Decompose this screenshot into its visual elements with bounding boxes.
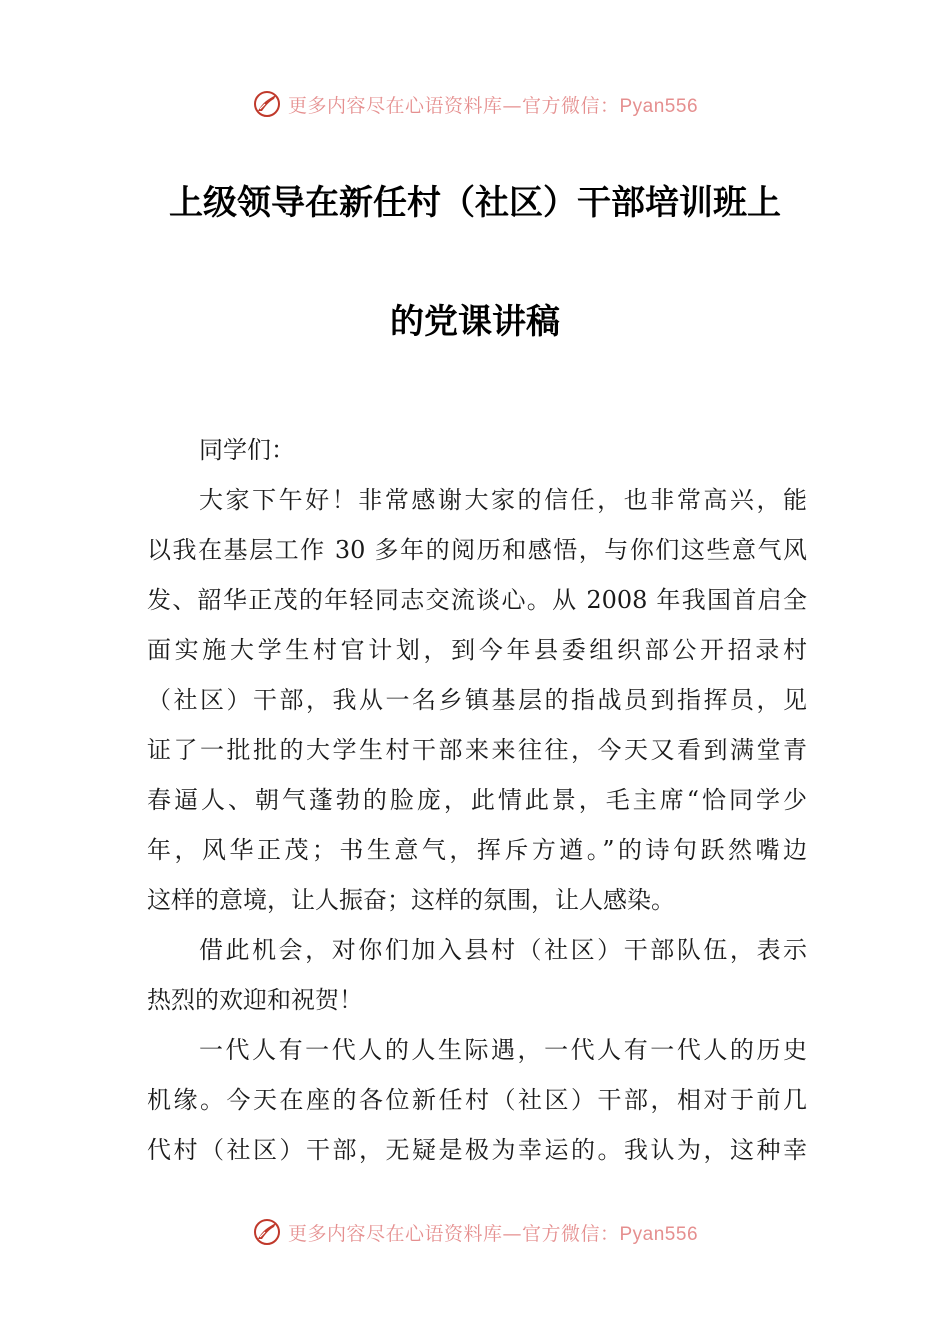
body-line: 大家下午好！非常感谢大家的信任，也非常高兴，能 [199, 486, 807, 514]
body-line: 代村（社区）干部，无疑是极为幸运的。我认为，这种幸 [147, 1136, 807, 1164]
pen-logo-icon [252, 1217, 282, 1247]
body-line: （社区）干部，我从一名乡镇基层的指战员到指挥员，见 [147, 686, 807, 714]
header-banner [0, 84, 950, 124]
body-line: 一代人有一代人的人生际遇，一代人有一代人的历史 [199, 1036, 807, 1064]
body-line: 这样的意境，让人振奋；这样的氛围，让人感染。 [147, 886, 675, 914]
body-line: 面实施大学生村官计划，到今年县委组织部公开招录村 [147, 636, 807, 664]
banner-text: 更多内容尽在心语资料库—官方微信：Pyan556 [287, 94, 699, 117]
salutation: 同学们： [199, 436, 295, 464]
body-line: 发、韶华正茂的年轻同志交流谈心。从 2008 年我国首启全 [147, 586, 807, 614]
body-line: 证了一批批的大学生村干部来来往往，今天又看到满堂青 [147, 736, 807, 764]
body-line: 机缘。今天在座的各位新任村（社区）干部，相对于前几 [147, 1086, 807, 1114]
speech-body [147, 425, 807, 1175]
page-title-line-2: 的党课讲稿 [390, 302, 560, 342]
body-line: 以我在基层工作 30 多年的阅历和感悟，与你们这些意气风 [147, 536, 807, 564]
body-line: 借此机会，对你们加入县村（社区）干部队伍，表示 [199, 936, 807, 964]
body-line: 热烈的欢迎和祝贺！ [147, 986, 363, 1014]
banner-text: 更多内容尽在心语资料库—官方微信：Pyan556 [287, 1222, 699, 1245]
pen-logo-icon [252, 89, 282, 119]
footer-banner [0, 1212, 950, 1252]
body-line: 年，风华正茂；书生意气，挥斥方遒。”的诗句跃然嘴边 [147, 836, 807, 864]
body-line: 春逼人、朝气蓬勃的脸庞，此情此景，毛主席“恰同学少 [147, 786, 807, 814]
page-title-line-1: 上级领导在新任村（社区）干部培训班上 [169, 183, 781, 223]
